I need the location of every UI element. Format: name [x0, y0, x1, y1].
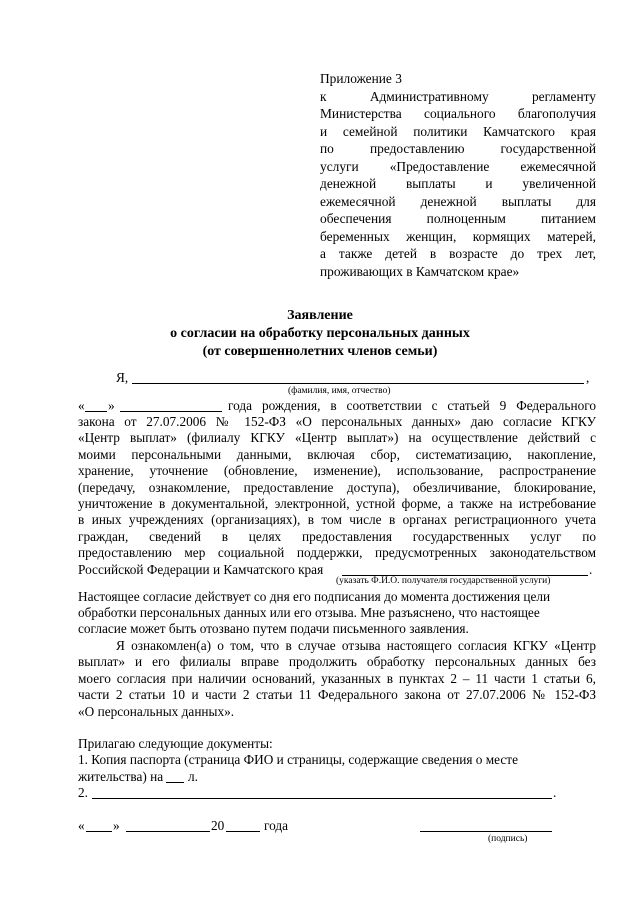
consent-line: уничтожение в документальной, электронной, устной форме, а также на истребование	[78, 496, 596, 512]
appendix-header	[320, 70, 596, 280]
birth-day-field[interactable]	[85, 399, 107, 412]
fio-caption: (фамилия, имя, отчество)	[288, 386, 391, 396]
attachment-item-2-end: .	[553, 784, 557, 800]
recipient-line-end: .	[589, 561, 593, 577]
awareness-line: «О персональных данных».	[78, 703, 235, 719]
fio-prefix: Я,	[116, 370, 129, 385]
consent-line: хранение, уточнение (обновление, изменение), использование, распространение	[78, 463, 596, 479]
consent-line: в иных учреждениях (организациях), в том числе в органах регистрационного учета	[78, 512, 596, 528]
validity-line: Настоящее согласие действует со дня его подписания до момента достижения цели	[78, 588, 551, 604]
attachment-item-2-row	[78, 785, 596, 801]
sign-year-suffix: года	[264, 818, 289, 833]
fio-field[interactable]	[132, 371, 584, 384]
recipient-name-field[interactable]	[342, 563, 588, 576]
attachment-pages-row	[78, 769, 596, 785]
sign-month-field[interactable]	[126, 819, 210, 832]
appendix-line: обеспечения полноценным питанием	[320, 211, 596, 226]
attachment-item-2-field[interactable]	[92, 786, 552, 799]
title-line: о согласии на обработку персональных данных	[170, 326, 470, 341]
validity-line: обработки персональных данных или его отзыва. Мне разъяснено, что настоящее	[78, 605, 540, 621]
consent-line: (передачу, ознакомление, предоставление доступа), обезличивание, блокирование,	[78, 479, 596, 495]
fio-suffix: ,	[586, 370, 590, 385]
fio-caption-row	[78, 386, 596, 397]
appendix-line: к Административному регламенту	[320, 88, 596, 104]
attachments-intro: Прилагаю следующие документы:	[78, 735, 273, 751]
spacer	[78, 720, 596, 736]
consent-line: предоставлению мер социальной поддержки, предусмотренных законодательством	[78, 545, 596, 561]
consent-line: моими персональными данными, включая сбор, систематизацию, накопление,	[78, 446, 596, 462]
fio-row	[78, 370, 596, 386]
consent-line: граждан, сведений в целях предоставления государственных услуг по	[78, 528, 596, 544]
sign-year-field[interactable]	[226, 819, 260, 832]
birth-year-field[interactable]	[120, 399, 222, 412]
appendix-line: проживающих в Камчатском крае»	[320, 263, 520, 279]
awareness-line: части 2 статьи 10 и части 2 статьи 11 Федерального закона от 27.07.2006 № 152-ФЗ	[78, 687, 596, 703]
signature-caption: (подпись)	[488, 834, 528, 844]
awareness-line: Я ознакомлен(а) о том, что в случае отзыва настоящего согласия КГКУ «Центр	[116, 637, 596, 653]
sign-open-quote: «	[78, 818, 85, 833]
attachment-item: 1. Копия паспорта (страница ФИО и страницы, содержащие сведения о месте	[78, 752, 518, 768]
consent-line: «Центр выплат» (филиалу КГКУ «Центр выплат») на осуществление действий с	[78, 430, 596, 446]
date-close-quote: »	[108, 398, 115, 413]
attachment-item-number: 2.	[78, 784, 88, 800]
pages-count-field[interactable]	[166, 770, 184, 783]
sign-year-prefix: 20	[211, 818, 225, 833]
appendix-title: Приложение 3	[320, 71, 402, 86]
awareness-line: выплат» и его филиалы вправе продолжить обработку персональных данных без	[78, 654, 596, 670]
appendix-line: по предоставлению государственной	[320, 141, 596, 156]
consent-line: Российской Федерации и Камчатского края	[78, 561, 324, 577]
awareness-line: моего согласия при наличии оснований, указанных в пунктах 2 – 11 части 1 статьи 6,	[78, 670, 596, 686]
consent-line: года рождения, в соответствии с статьей 9 Федерального	[228, 398, 596, 413]
date-open-quote: «	[78, 398, 85, 413]
document-body	[78, 370, 596, 801]
appendix-line: Министерства социального благополучия	[320, 106, 596, 121]
appendix-line: ежемесячной денежной выплаты для	[320, 193, 596, 209]
validity-line: согласие может быть отозвано путем подачи письменного заявления.	[78, 621, 469, 637]
title-line: Заявление	[287, 308, 353, 323]
title-line: (от совершеннолетних членов семьи)	[202, 344, 438, 359]
pages-suffix: л.	[188, 768, 198, 784]
sign-day-field[interactable]	[86, 819, 112, 832]
document-title	[0, 307, 640, 361]
appendix-line: услуги «Предоставление ежемесячной	[320, 158, 596, 174]
signature-field[interactable]	[420, 819, 552, 832]
appendix-line: и семейной политики Камчатского края	[320, 123, 596, 139]
recipient-caption-row	[78, 575, 596, 589]
attachment-item: жительства) на	[78, 768, 164, 784]
appendix-line: а также детей в возрасте до трех лет,	[320, 246, 596, 261]
appendix-line: денежной выплаты и увеличенной	[320, 176, 596, 191]
recipient-caption: (указать Ф.И.О. получателя государственной услуги)	[336, 575, 551, 586]
consent-line: закона от 27.07.2006 № 152-ФЗ «О персональных данных» даю согласие КГКУ	[78, 414, 596, 429]
appendix-line: беременных женщин, кормящих матерей,	[320, 228, 596, 244]
birth-date-row	[78, 397, 596, 414]
signature-row	[78, 818, 596, 850]
sign-close-quote: »	[113, 818, 120, 833]
